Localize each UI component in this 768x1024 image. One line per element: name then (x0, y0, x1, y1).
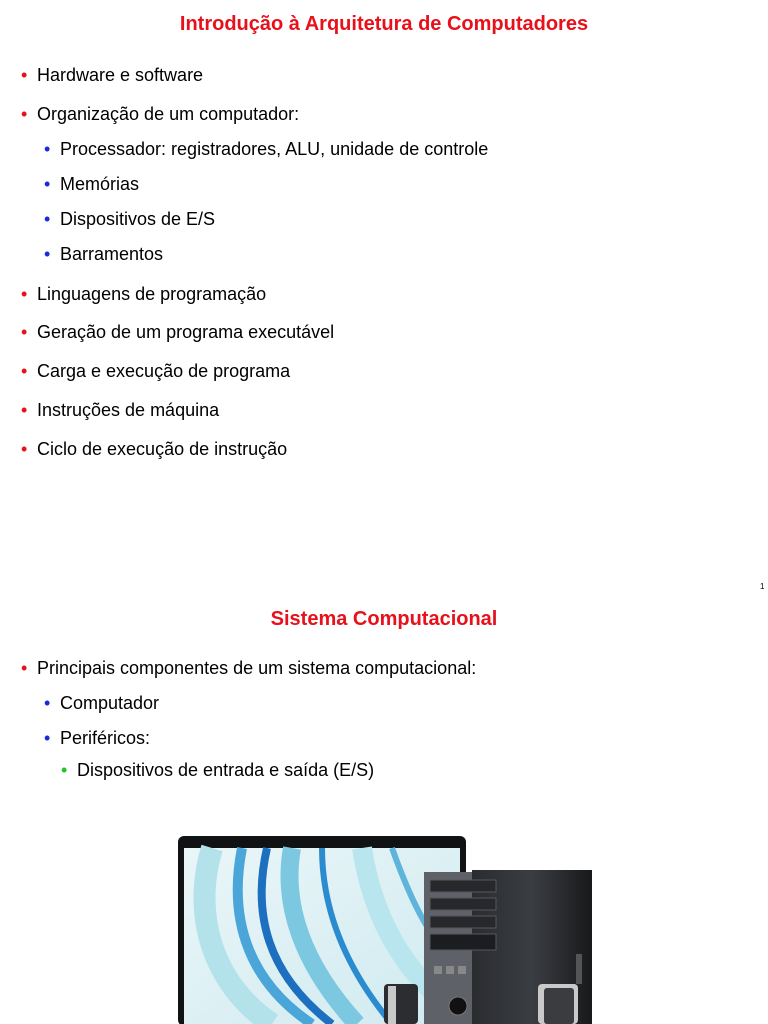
monitor (178, 836, 466, 1024)
bullet-icon: • (21, 284, 28, 304)
bullet-icon: • (44, 209, 51, 229)
list-item-text: Memórias (60, 174, 140, 194)
list-item (44, 693, 160, 714)
list-item-text: Principais componentes de um sistema computacional: (37, 658, 477, 678)
bullet-icon: • (44, 728, 51, 748)
speaker-right (538, 984, 578, 1024)
list-item (21, 439, 288, 460)
list-item-text: Barramentos (60, 244, 164, 264)
list-item-text: Periféricos: (60, 728, 151, 748)
bullet-icon: • (44, 244, 51, 264)
list-item (21, 322, 335, 343)
list-item-text: Hardware e software (37, 65, 204, 85)
list-item-text: Carga e execução de programa (37, 361, 291, 381)
bullet-icon: • (21, 361, 28, 381)
bullet-icon: • (21, 65, 28, 85)
list-item (44, 174, 140, 195)
list-item-text: Instruções de máquina (37, 400, 220, 420)
bullet-icon: • (21, 400, 28, 420)
page-number: 1 (760, 582, 765, 591)
list-item (61, 760, 375, 781)
list-item-text: Computador (60, 693, 160, 713)
list-item (21, 400, 220, 421)
list-item-text: Ciclo de execução de instrução (37, 439, 288, 459)
bullet-icon: • (44, 174, 51, 194)
list-item (21, 104, 300, 125)
slide-title: Introdução à Arquitetura de Computadores (179, 13, 589, 35)
list-item (21, 361, 291, 382)
list-item (21, 658, 477, 679)
list-item-text: Dispositivos de E/S (60, 209, 216, 229)
list-item-text: Organização de um computador: (37, 104, 300, 124)
list-item-text: Geração de um programa executável (37, 322, 335, 342)
speaker-left (384, 984, 418, 1024)
bullet-icon: • (21, 439, 28, 459)
computer-illustration (172, 834, 602, 1024)
list-item (44, 728, 151, 749)
list-item-text: Processador: registradores, ALU, unidade de controle (60, 139, 489, 159)
list-item (44, 209, 216, 230)
bullet-icon: • (44, 139, 51, 159)
list-item (44, 139, 489, 160)
bullet-icon: • (21, 658, 28, 678)
list-item (21, 65, 204, 86)
bullet-icon: • (21, 322, 28, 342)
bullet-icon: • (61, 760, 68, 780)
slide-title: Sistema Computacional (270, 608, 498, 630)
bullet-icon: • (21, 104, 28, 124)
list-item (44, 244, 164, 265)
list-item-text: Linguagens de programação (37, 284, 267, 304)
list-item (21, 284, 267, 305)
bullet-icon: • (44, 693, 51, 713)
list-item-text: Dispositivos de entrada e saída (E/S) (77, 760, 375, 780)
